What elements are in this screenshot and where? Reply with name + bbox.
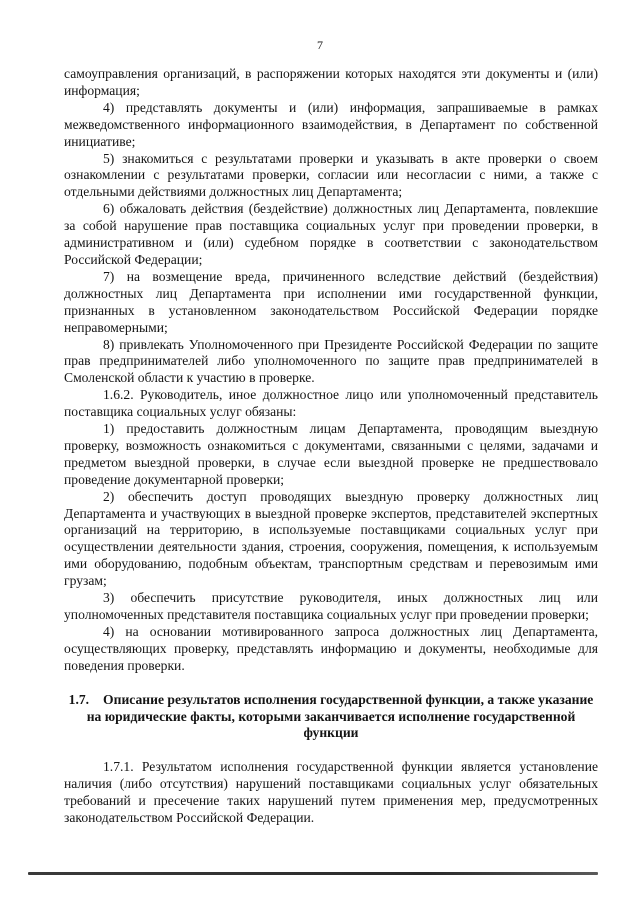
paragraph: самоуправления организаций, в распоряжении которых находятся эти документы и (или) информация; <box>64 66 598 98</box>
paragraph: 7) на возмещение вреда, причиненного вследствие действий (бездействия) должностных лиц Департамента при исполнении ими государственной функции, признанных в установленном законодательством Российской Федерации порядке неправомерными; <box>64 268 598 335</box>
page-number: 7 <box>317 38 323 52</box>
paragraph: 6) обжаловать действия (бездействие) должностных лиц Департамента, повлекшие за собой нарушение прав поставщика социальных услуг при проведении проверки, в административном и (или) судебном порядке в соответствии с законодательством Российской Федерации; <box>64 201 598 267</box>
paragraph: 3) обеспечить присутствие руководителя, иных должностных лиц или уполномоченных представителя поставщика социальных услуг при проведении проверки; <box>64 590 598 622</box>
paragraph: 1.7.1. Результатом исполнения государственной функции является установление наличия (либо отсутствия) нарушений поставщиками социальных услуг обязательных требований и пресечение таких нарушений путем применения мер, предусмотренных законодательством Российской Федерации. <box>64 759 598 826</box>
paragraph: 2) обеспечить доступ проводящих выездную проверку должностных лиц Департамента и участвующих в выездной проверке экспертов, представителей экспертных организаций на территорию, в используемые поставщиками социальных услуг при осуществлении деятельности здания, строения, сооружения, помещения, к используемым ими оборудованию, подобным объектам, транспортным средствам и перевозимым ими грузам; <box>64 488 598 589</box>
paragraph: 8) привлекать Уполномоченного при Президенте Российской Федерации по защите прав предпринимателей либо уполномоченного по защите прав предпринимателей в Смоленской области к участию в проверке. <box>64 336 598 386</box>
paragraph: 5) знакомиться с результатами проверки и указывать в акте проверки о своем ознакомлении с результатами проверки, согласии или несогласии с ними, а также с отдельными действиями должностных лиц Департамента; <box>64 150 598 200</box>
section-title: Описание результатов исполнения государственной функции, а также указание на юридические факты, которыми заканчивается исполнение государственной функции <box>86 691 594 741</box>
paragraph: 1) предоставить должностным лицам Департамента, проводящим выездную проверку, возможность ознакомиться с документами, связанными с целями, задачами и предметом выездной проверки, в случае если выездной проверке не предшествовало проведение документарной проверки; <box>64 421 598 487</box>
document-body <box>64 66 598 827</box>
paragraph: 4) на основании мотивированного запроса должностных лиц Департамента, осуществляющих проверку, представлять информацию и документы, необходимые для поведения проверки. <box>64 623 598 673</box>
scan-edge-line <box>28 872 598 875</box>
section-heading <box>64 692 598 743</box>
section-number: 1.7. <box>68 691 90 707</box>
paragraph: 1.6.2. Руководитель, иное должностное лицо или уполномоченный представитель поставщика социальных услуг обязаны: <box>64 387 598 420</box>
paragraph: 4) представлять документы и (или) информация, запрашиваемые в рамках межведомственного информационного взаимодействия, в Департамент по собственной инициативе; <box>64 99 598 149</box>
